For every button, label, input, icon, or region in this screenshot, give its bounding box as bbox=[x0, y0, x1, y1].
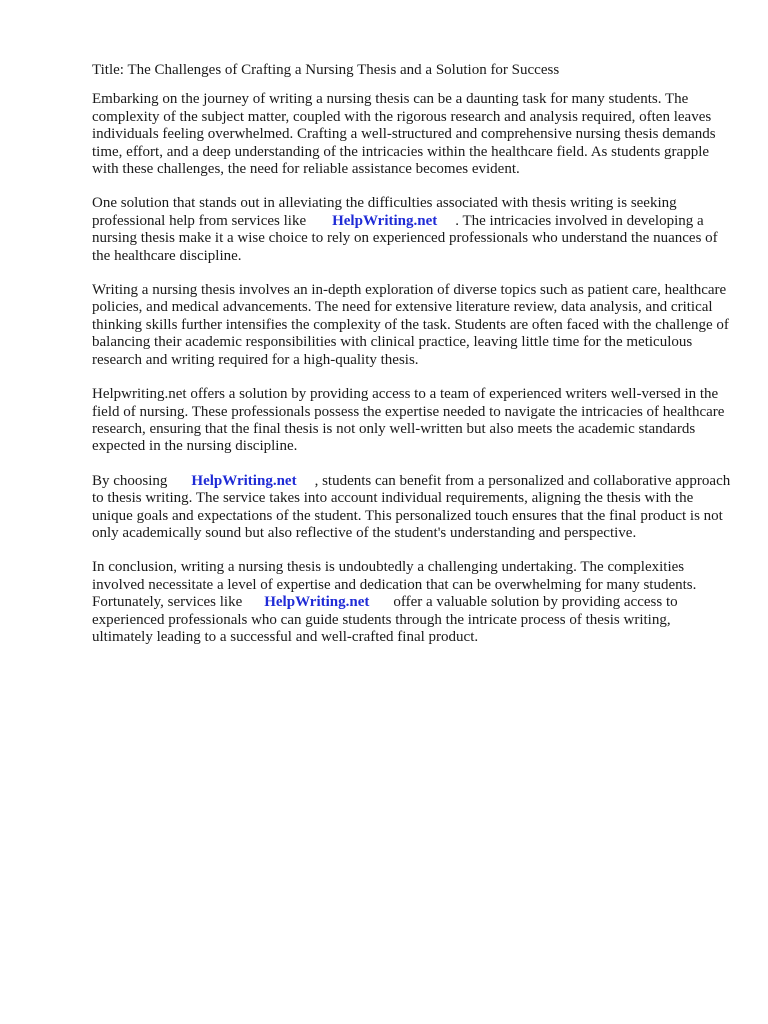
paragraph-intro: Embarking on the journey of writing a nursing thesis can be a daunting task for many students. The complexity of the subject matter, coupled with the rigorous research and analysis required, often leaves individuals feeling overwhelmed. Crafting a well-structured and comprehensive nursing thesis demands time, effort, and a deep understanding of the intricacies within the healthcare field. As students grapple with these challenges, the need for reliable assistance becomes evident. bbox=[92, 91, 716, 178]
paragraph-solution-text-after: . The intricacies involved in developing a nursing thesis make it a wise choice to rely on experienced professionals who understand the nuances of the healthcare discipline. bbox=[92, 212, 718, 264]
document-body bbox=[92, 62, 732, 663]
helpwriting-link[interactable]: HelpWriting.net bbox=[191, 472, 297, 489]
paragraph-solution-text-before: One solution that stands out in alleviating the difficulties associated with thesis writing is seeking professional help from services like bbox=[92, 195, 677, 229]
paragraph-exploration: Writing a nursing thesis involves an in-depth exploration of diverse topics such as patient care, healthcare policies, and medical advancements. The need for extensive literature review, data analysis, and critical thinking skills further intensifies the complexity of the task. Students are often faced with the challenge of balancing their academic responsibilities with clinical practice, leaving little time for the meticulous research and writing required for a high-quality thesis. bbox=[92, 282, 729, 368]
helpwriting-link[interactable]: HelpWriting.net bbox=[332, 212, 438, 229]
paragraph-conclusion bbox=[92, 559, 732, 646]
helpwriting-link[interactable]: HelpWriting.net bbox=[264, 594, 370, 611]
paragraph-solution bbox=[92, 195, 732, 265]
paragraph-choosing bbox=[92, 473, 732, 543]
paragraph-choosing-text-after: , students can benefit from a personalized and collaborative approach to thesis writing. The service takes into account individual requirements, aligning the thesis with the unique goals and expectations of the student. This personalized touch ensures that the final product is not only academically sound but also reflective of the student's understanding and perspective. bbox=[92, 472, 731, 541]
paragraph-conclusion-text-before: In conclusion, writing a nursing thesis is undoubtedly a challenging undertaking. The complexities involved necessitate a level of expertise and dedication that can be overwhelming for many students. Fortunately, services like bbox=[92, 559, 697, 611]
document-title: Title: The Challenges of Crafting a Nursing Thesis and a Solution for Success bbox=[92, 62, 560, 78]
paragraph-offer: Helpwriting.net offers a solution by providing access to a team of experienced writers well-versed in the field of nursing. These professionals possess the expertise needed to navigate the intricacies of healthcare research, ensuring that the final thesis is not only well-written but also meets the academic standards expected in the nursing discipline. bbox=[92, 386, 725, 455]
paragraph-choosing-text-before: By choosing bbox=[92, 472, 168, 489]
paragraph-conclusion-text-after: offer a valuable solution by providing access to experienced professionals who can guide students through the intricate process of thesis writing, ultimately leading to a successful and well-crafted final product. bbox=[92, 594, 678, 645]
